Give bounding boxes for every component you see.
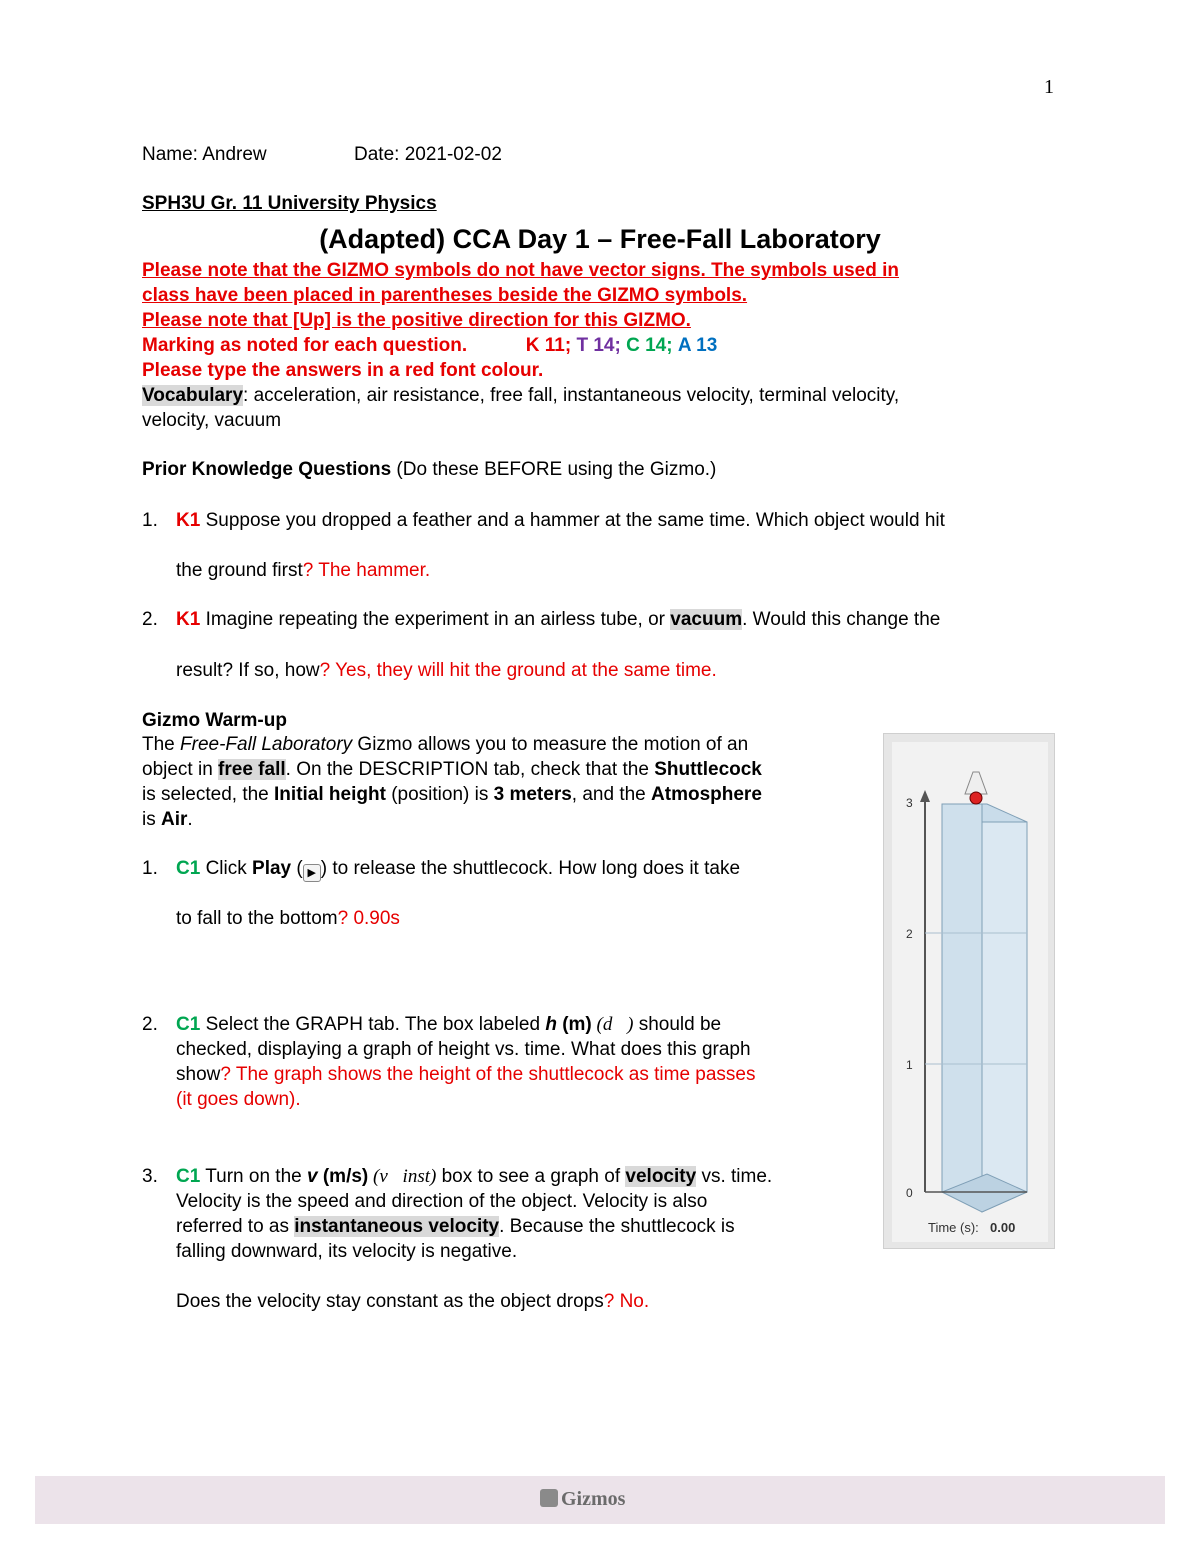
prior-q2-text2: result? If so, how: [176, 660, 320, 681]
note-line-3: Please note that [Up] is the positive direction for this GIZMO.: [142, 310, 691, 331]
warmup-q1-text-a: Click: [200, 858, 253, 879]
warmup-q3-line-4: falling downward, its velocity is negative.: [176, 1241, 518, 1262]
warmup-q3-text-a: Turn on the: [200, 1166, 307, 1187]
prior-q1-tag: K1: [176, 510, 201, 531]
warmup-p3-bold: Initial height: [274, 784, 386, 805]
name-line: [142, 143, 267, 167]
gizmos-logo-text: Gizmos: [561, 1488, 626, 1510]
warmup-p3-bold3: Atmosphere: [651, 784, 762, 805]
warmup-q1-line-2: [176, 907, 400, 931]
footer-bar: [35, 1476, 1165, 1524]
marking-text: Marking as noted for each question.: [142, 335, 468, 356]
warmup-p3-bold2: 3 meters: [493, 784, 572, 805]
warmup-q3-line3-highlight: instantaneous velocity: [294, 1216, 500, 1237]
prior-subheading: (Do these BEFORE using the Gizmo.): [391, 459, 717, 480]
time-value: 0.00: [990, 1220, 1016, 1235]
warmup-q1-number: 1.: [142, 858, 158, 879]
axis-label-0: 0: [906, 1186, 913, 1200]
prior-q1-line-2: [176, 559, 430, 583]
gizmos-logo-icon: [540, 1489, 558, 1507]
prior-q2-number: 2.: [142, 609, 158, 630]
marking-k: K 11: [525, 335, 565, 356]
warmup-q3-ms: (m/s): [317, 1166, 369, 1187]
warmup-q3-number: 3.: [142, 1166, 158, 1187]
sep-2: ;: [614, 335, 621, 356]
warmup-q2-line-2: checked, displaying a graph of height vs. time. What does this graph: [176, 1039, 751, 1060]
warmup-q3-v: v: [306, 1166, 318, 1187]
warmup-p2-bold: free fall: [218, 759, 286, 780]
sep-1: ;: [564, 335, 572, 356]
prior-q1-answer: ? The hammer.: [302, 560, 431, 581]
warmup-q2-answer-2: (it goes down).: [176, 1089, 301, 1110]
warmup-q1-text-b: (: [291, 858, 303, 879]
warmup-q2-h: h: [545, 1014, 557, 1035]
warmup-q2-number: 2.: [142, 1014, 158, 1035]
marking-a: A 13: [677, 335, 718, 356]
prior-q2-highlight: vacuum: [670, 609, 743, 630]
warmup-q1-text2: to fall to the bottom: [176, 908, 338, 929]
sep-3: ;: [666, 335, 673, 356]
warmup-p2-b: . On the DESCRIPTION tab, check that the: [285, 759, 655, 780]
tube-left-face: [942, 804, 982, 1192]
warmup-heading: Gizmo Warm-up: [142, 710, 287, 731]
gizmo-tube-diagram: [892, 742, 1048, 1242]
course-title: SPH3U Gr. 11 University Physics: [142, 193, 437, 214]
date-line: [354, 143, 502, 167]
warmup-q3-highlight: velocity: [625, 1166, 697, 1187]
page-number: 1: [1044, 76, 1054, 98]
warmup-q2-text-b: should be: [633, 1014, 722, 1035]
warmup-p4-bold: Air: [161, 809, 188, 830]
axis-label-3: 3: [906, 796, 913, 810]
page-title: (Adapted) CCA Day 1 – Free-Fall Laboratory: [319, 224, 881, 254]
prior-heading: [142, 458, 716, 482]
gizmo-canvas: [892, 742, 1048, 1242]
prior-q2-line-2: [176, 659, 717, 683]
warmup-q2-tag: C1: [176, 1014, 201, 1035]
prior-q1-line-1: [142, 509, 945, 533]
warmup-q1-text-c: ) to release the shuttlecock. How long does it take: [320, 858, 741, 879]
warmup-q3-text-b: box to see a graph of: [436, 1166, 626, 1187]
warmup-q1-tag: C1: [176, 858, 201, 879]
height-axis-arrow: [920, 790, 930, 802]
warmup-p2-bold2: Shuttlecock: [654, 759, 762, 780]
vocabulary-label: Vocabulary: [142, 385, 244, 406]
warmup-p3-a: is selected, the: [142, 784, 275, 805]
note-line-1: Please note that the GIZMO symbols do not have vector signs. The symbols used in: [142, 260, 899, 281]
warmup-q2-m: (m): [556, 1014, 592, 1035]
warmup-q3-tag: C1: [176, 1166, 201, 1187]
name-value: Andrew: [202, 144, 267, 165]
warmup-q1-answer: ? 0.90s: [337, 908, 400, 929]
warmup-p1-a: The: [142, 734, 181, 755]
prior-q2-line-1: [142, 608, 940, 632]
warmup-q2-answer-1: ? The graph shows the height of the shuttlecock as time passes: [220, 1064, 756, 1085]
gizmo-panel: [883, 733, 1055, 1249]
warmup-p4-a: is: [142, 809, 161, 830]
warmup-q2-line-1: [142, 1013, 721, 1037]
prior-q1-number: 1.: [142, 510, 158, 531]
marking-line: [142, 334, 717, 358]
name-label: Name:: [142, 144, 198, 165]
vocabulary-text: : acceleration, air resistance, free fall, instantaneous velocity, terminal velocity,: [243, 385, 900, 406]
play-icon: ▶: [303, 864, 321, 882]
warmup-q1-bold: Play: [252, 858, 292, 879]
warmup-p3-c: , and the: [571, 784, 652, 805]
warmup-p1-italic: Free-Fall Laboratory: [180, 734, 353, 755]
warmup-q2-line-3: [176, 1063, 756, 1087]
warmup-q3-line5: Does the velocity stay constant as the object drops: [176, 1291, 604, 1312]
warmup-p2-a: object in: [142, 759, 219, 780]
prior-q2-answer: ? Yes, they will hit the ground at the same time.: [319, 660, 717, 681]
note-line-5: Please type the answers in a red font colour.: [142, 360, 544, 381]
warmup-q3-line-3: [176, 1215, 735, 1239]
warmup-p3-b: (position) is: [385, 784, 494, 805]
marking-c: C 14: [626, 335, 667, 356]
warmup-q1-line-1: [142, 857, 740, 882]
note-line-2: class have been placed in parentheses beside the GIZMO symbols.: [142, 285, 748, 306]
warmup-q3-answer: ? No.: [603, 1291, 650, 1312]
gizmos-logo: [540, 1488, 625, 1511]
prior-q2-tag: K1: [176, 609, 201, 630]
date-label: Date:: [354, 144, 400, 165]
tube-right-face: [982, 822, 1027, 1212]
warmup-line-2: [142, 758, 762, 782]
marking-t: T 14: [576, 335, 615, 356]
warmup-q2-text-a: Select the GRAPH tab. The box labeled: [200, 1014, 546, 1035]
warmup-q3-symbol: (v⃗inst): [368, 1166, 437, 1187]
shuttlecock-cork: [970, 792, 982, 804]
warmup-line-3: [142, 783, 762, 807]
time-label: Time (s):: [928, 1220, 979, 1235]
warmup-q2-line3-a: show: [176, 1064, 221, 1085]
warmup-q2-symbol: (d⃗): [591, 1014, 634, 1035]
warmup-q3-line-1: [142, 1165, 772, 1189]
axis-label-2: 2: [906, 927, 913, 941]
prior-q2-text-a: Imagine repeating the experiment in an airless tube, or: [200, 609, 671, 630]
prior-heading-bold: Prior Knowledge Questions: [142, 459, 392, 480]
warmup-q3-line3-a: referred to as: [176, 1216, 295, 1237]
date-value: 2021-02-02: [404, 144, 502, 165]
warmup-q3-line-2: Velocity is the speed and direction of the object. Velocity is also: [176, 1191, 708, 1212]
warmup-p1-b: Gizmo allows you to measure the motion of an: [352, 734, 749, 755]
warmup-q3-line3-b: . Because the shuttlecock is: [499, 1216, 735, 1237]
warmup-line-1: [142, 733, 748, 757]
shuttlecock-icon: [965, 772, 987, 794]
warmup-p4-b: .: [187, 809, 193, 830]
prior-q1-text: Suppose you dropped a feather and a hammer at the same time. Which object would hit: [200, 510, 945, 531]
warmup-q3-text-c: vs. time.: [696, 1166, 773, 1187]
vocabulary-line-2: velocity, vacuum: [142, 410, 282, 431]
prior-q1-text2: the ground first: [176, 560, 303, 581]
axis-label-1: 1: [906, 1058, 913, 1072]
vocabulary-line-1: [142, 384, 899, 408]
prior-q2-text-b: . Would this change the: [742, 609, 941, 630]
warmup-q3-line-5: [176, 1290, 649, 1314]
warmup-line-4: [142, 808, 193, 832]
